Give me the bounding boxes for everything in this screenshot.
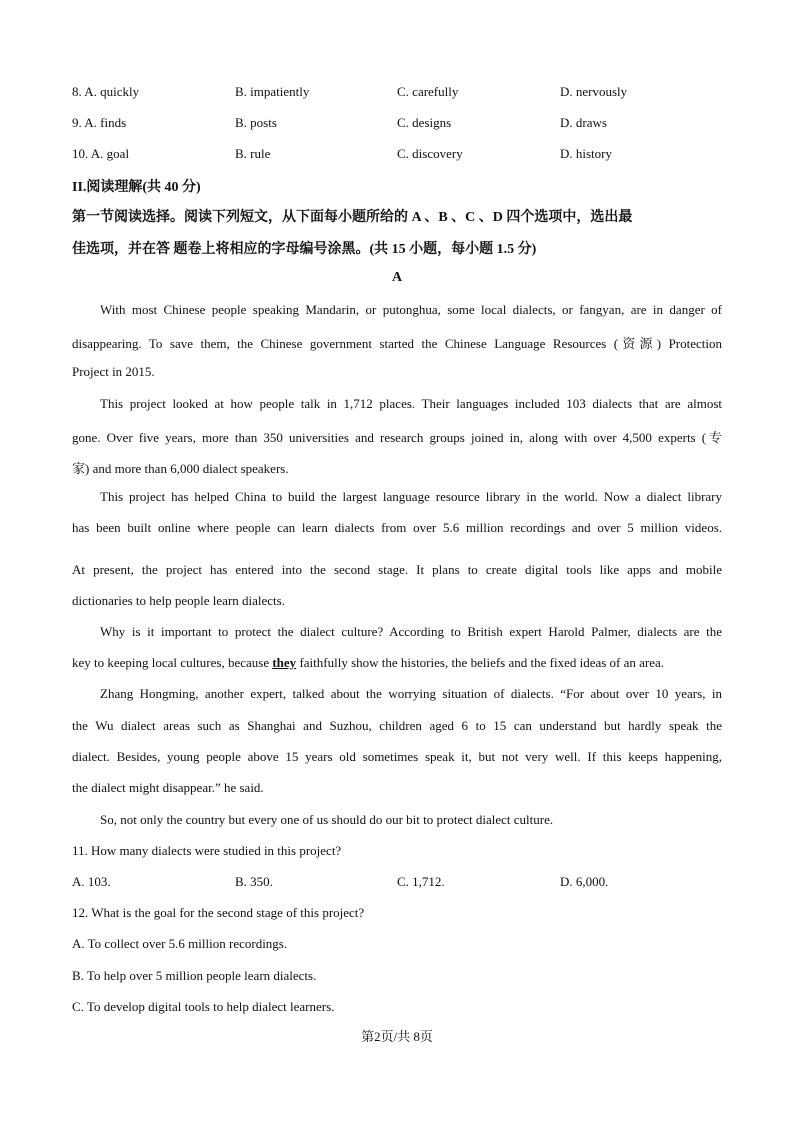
option: B. To help over 5 million people learn dialects. [72,968,317,983]
passage-line: This project has helped China to build the largest language resource library in the world. Now a dialect library [100,489,722,504]
option: A. To collect over 5.6 million recordings. [72,936,288,951]
passage-line: gone. Over five years, more than 350 universities and research groups joined in, along with over 4,500 experts (专 [72,430,722,445]
option: C. discovery [397,146,463,161]
passage-line: disappearing. To save them, the Chinese government started the Chinese Language Resources (资源) Protection [72,336,722,351]
line-text: key to keeping local cultures, because [72,655,270,670]
option: A. 103. [72,874,111,889]
passage-line: With most Chinese people speaking Mandarin, or putonghua, some local dialects, or fangyan, are in danger of [100,302,722,317]
passage-label: A [391,270,403,285]
passage-line: the Wu dialect areas such as Shanghai and Suzhou, children aged 6 to 15 can understand but hardly speak the [72,718,722,733]
option: D. 6,000. [560,874,609,889]
section-instruction-2: 佳选项，并在答 题卷上将相应的字母编号涂黑。(共 15 小题，每小题 1.5 分) [72,242,537,257]
option: D. nervously [560,84,628,99]
passage-line: the dialect might disappear.” he said. [72,780,264,795]
passage-line: This project looked at how people talk in 1,712 places. Their languages included 103 dialects that are almost [100,396,722,411]
option: C. carefully [397,84,459,99]
passage-line: dictionaries to help people learn dialects. [72,593,285,608]
option: D. history [560,146,612,161]
instruction-line-1: 第一节阅读选择。阅读下列短文，从下面每小题所给的 A 、B 、C 、D 四个选项中，选出最 [72,210,633,225]
section-title: II.阅读理解(共 40 分) [72,180,201,195]
question-12: 12. What is the goal for the second stage of this project? [72,905,365,920]
option: C. To develop digital tools to help dialect learners. [72,999,335,1014]
passage-line-with-underline [72,655,722,671]
option: B. posts [235,115,277,130]
passage-line: 家) and more than 6,000 dialect speakers. [72,461,289,476]
option: B. impatiently [235,84,310,99]
option-row-8 [72,84,722,104]
passage-line: has been built online where people can learn dialects from over 5.6 million recordings and over 5 million videos. [72,520,722,535]
option: 9. A. finds [72,115,127,130]
passage-line: Why is it important to protect the dialect culture? According to British expert Harold Palmer, dialects are the [100,624,722,639]
option: C. designs [397,115,452,130]
passage-line: dialect. Besides, young people above 15 years old sometimes speak it, but not very well. If this keeps happening, [72,749,722,764]
page-number: 第2页/共 8页 [361,1029,433,1044]
option: 8. A. quickly [72,84,140,99]
option: D. draws [560,115,607,130]
passage-line: Project in 2015. [72,364,155,379]
line-text: faithfully show the histories, the beliefs and the fixed ideas of an area. [299,655,665,670]
option: 10. A. goal [72,146,130,161]
passage-line: Zhang Hongming, another expert, talked about the worrying situation of dialects. “For about over 10 years, in [100,686,722,701]
underlined-word: they [272,655,297,670]
section-instruction [72,206,722,226]
option-row-10 [72,146,722,166]
option: B. 350. [235,874,273,889]
passage-line: At present, the project has entered into the second stage. It plans to create digital tools like apps and mobile [72,562,722,577]
question-11: 11. How many dialects were studied in this project? [72,843,342,858]
passage-line: So, not only the country but every one of us should do our bit to protect dialect culture. [100,812,554,827]
option: C. 1,712. [397,874,445,889]
option: B. rule [235,146,271,161]
option-row-9 [72,115,722,135]
question-11-options [72,874,722,894]
